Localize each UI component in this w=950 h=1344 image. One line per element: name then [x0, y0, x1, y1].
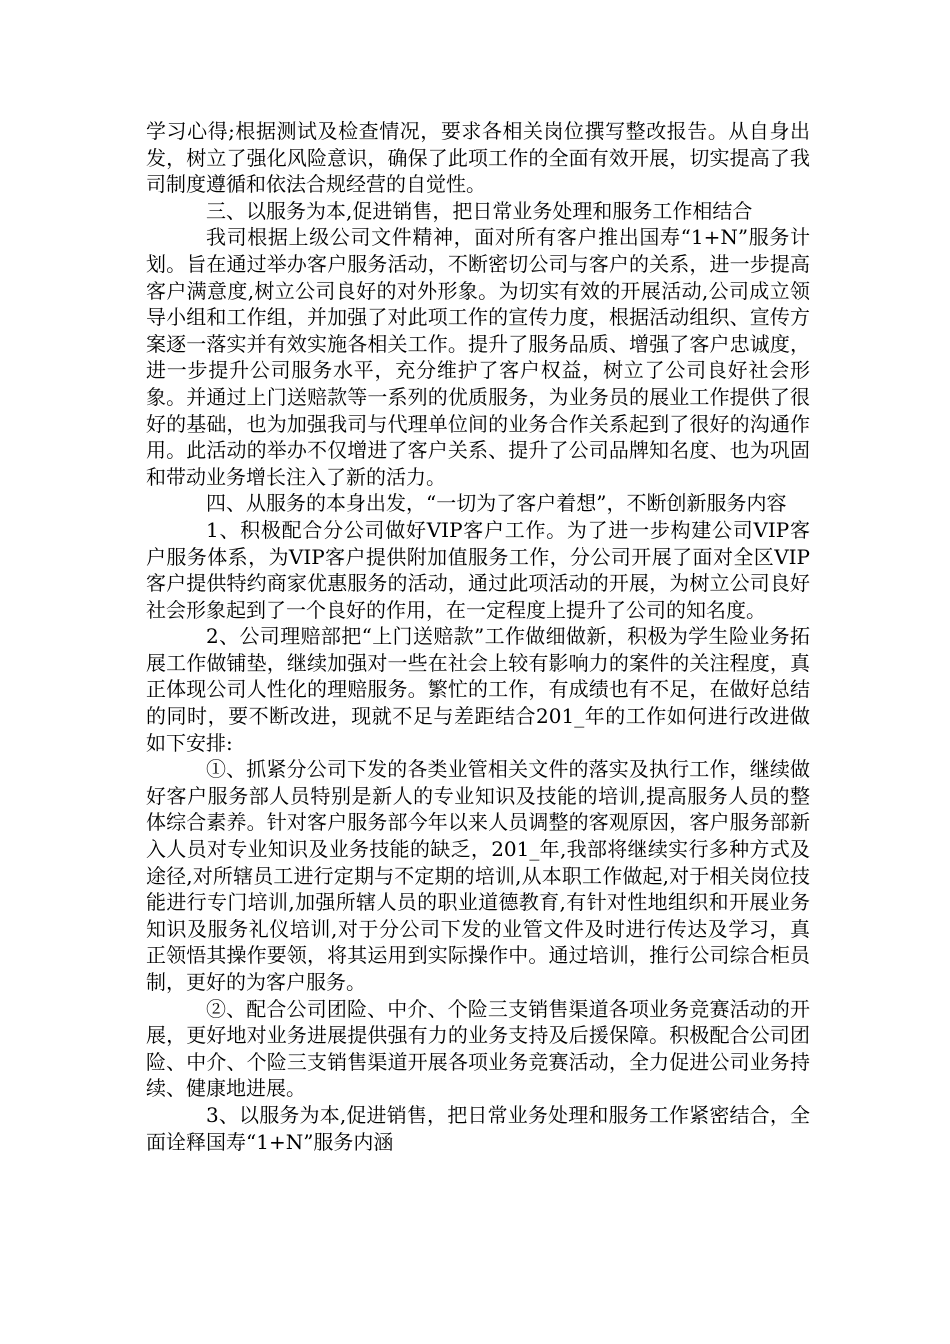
heading-section-three: 三、以服务为本,促进销售，把日常业务处理和服务工作相结合	[206, 198, 753, 223]
document-body	[146, 118, 810, 1155]
paragraph-claims-delivery: 2、公司理赔部把“上门送赔款”工作做细做新，积极为学生险业务拓展工作做铺垫，继续加强对一些在社会上较有影响力的案件的关注程度，真正体现公司人性化的理赔服务。繁忙的工作，有成绩也有不足，在做好总结的同时，要不断改进，现就不足与差距结合201_年的工作如何进行改进做如下安排:	[146, 624, 810, 755]
paragraph-plan-item-one: ①、抓紧分公司下发的各类业管相关文件的落实及执行工作，继续做好客户服务部人员特别是新人的专业知识及技能的培训,提高服务人员的整体综合素养。针对客户服务部今年以来人员调整的客观原因，客户服务部新入人员对专业知识及业务技能的缺乏，201_年,我部将继续实行多种方式及途径,对所辖员工进行定期与不定期的培训,从本职工作做起,对于相关岗位技能进行专门培训,加强所辖人员的职业道德教育,有针对性地组织和开展业务知识及服务礼仪培训,对于分公司下发的业管文件及时进行传达及学习，真正领悟其操作要领，将其运用到实际操作中。通过培训，推行公司综合柜员制，更好的为客户服务。	[146, 757, 810, 994]
heading-section-four: 四、从服务的本身出发，“一切为了客户着想”，不断创新服务内容	[206, 491, 787, 516]
paragraph-vip-customers: 1、积极配合分公司做好VIP客户工作。为了进一步构建公司VIP客户服务体系，为VIP客户提供附加值服务工作，分公司开展了面对全区VIP客户提供特约商家优惠服务的活动，通过此项活动的开展，为树立公司良好社会形象起到了一个良好的作用，在一定程度上提升了公司的知名度。	[146, 517, 810, 622]
paragraph-1n-service-plan: 我司根据上级公司文件精神，面对所有客户推出国寿“1+N”服务计划。旨在通过举办客户服务活动，不断密切公司与客户的关系，进一步提高客户满意度,树立公司良好的对外形象。为切实有效的开展活动,公司成立领导小组和工作组，并加强了对此项工作的宣传力度，根据活动组织、宣传方案逐一落实并有效实施各相关工作。提升了服务品质、增强了客户忠诚度，进一步提升公司服务水平，充分维护了客户权益，树立了公司良好社会形象。并通过上门送赔款等一系列的优质服务，为业务员的展业工作提供了很好的基础，也为加强我司与代理单位间的业务合作关系起到了很好的沟通作用。此活动的举办不仅增进了客户关系、提升了公司品牌知名度、也为巩固和带动业务增长注入了新的活力。	[146, 225, 810, 489]
paragraph-plan-item-two: ②、配合公司团险、中介、个险三支销售渠道各项业务竞赛活动的开展，更好地对业务进展提供强有力的业务支持及后援保障。积极配合公司团险、中介、个险三支销售渠道开展各项业务竞赛活动，全力促进公司业务持续、健康地进展。	[146, 996, 810, 1101]
paragraph-service-item-three: 3、以服务为本,促进销售，把日常业务处理和服务工作紧密结合，全面诠释国寿“1+N”服务内涵	[146, 1102, 810, 1154]
paragraph-self-inspection-continued: 学习心得;根据测试及检查情况，要求各相关岗位撰写整改报告。从自身出发，树立了强化风险意识，确保了此项工作的全面有效开展，切实提高了我司制度遵循和依法合规经营的自觉性。	[146, 119, 810, 197]
